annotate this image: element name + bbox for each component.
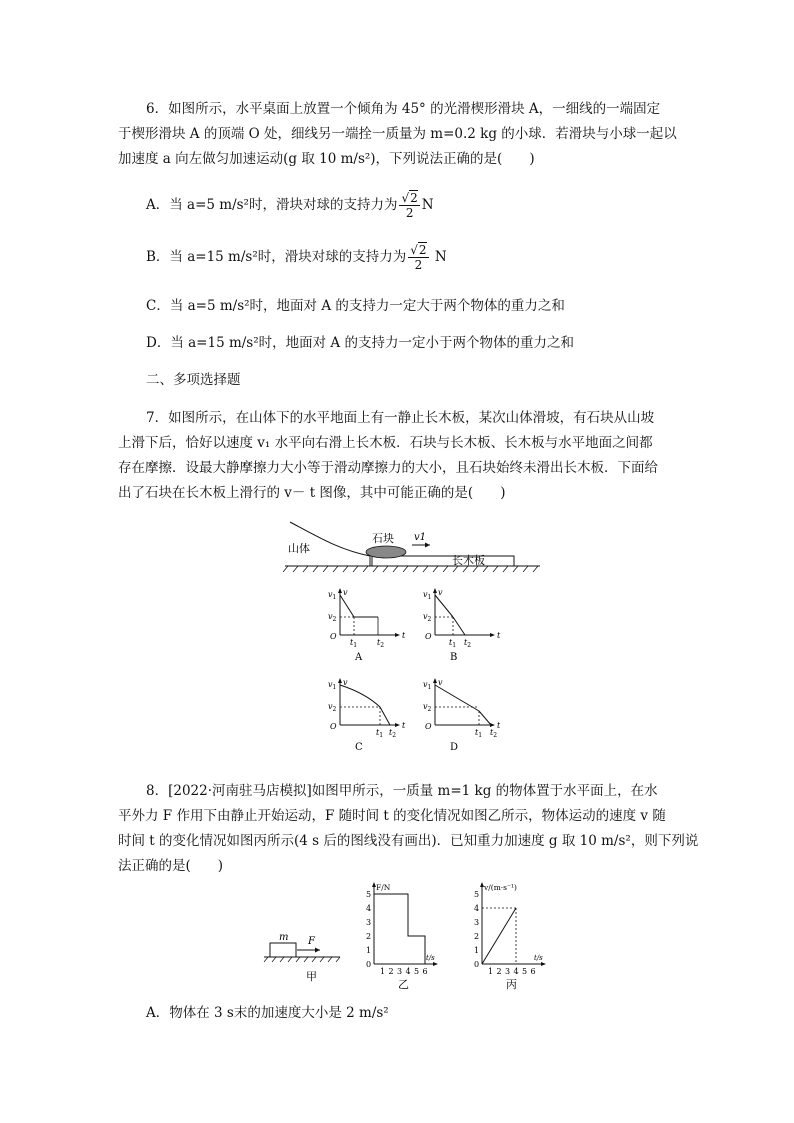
x-tick-label: 3 — [505, 967, 511, 976]
q7-line1: 7．如图所示，在山体下的水平地面上有一静止长木板，某次山体滑坡，有石块从山坡 — [146, 410, 655, 426]
t-axis-arrow — [395, 723, 400, 727]
y-axis-label: v/(m·s⁻¹) — [484, 883, 517, 892]
vt-curve — [340, 685, 390, 725]
y-tick-label: 3 — [366, 918, 372, 927]
t2-tick-label: $t_2$ — [464, 638, 472, 649]
vt-line — [435, 595, 453, 617]
y-tick-label: 2 — [474, 932, 480, 941]
vt-graph-d — [423, 678, 501, 753]
v-axis-arrow — [338, 678, 342, 683]
y-tick-label: 4 — [366, 904, 372, 913]
t-axis-label: t/s — [426, 954, 435, 962]
graph-label-a: A — [355, 652, 363, 663]
x-tick-label: 4 — [513, 967, 519, 976]
y-axis-label: F/N — [376, 883, 391, 892]
graph-yi — [366, 882, 438, 991]
t-axis-arrow — [490, 633, 495, 637]
q8-option-a: A．物体在 3 s末的加速度大小是 2 m/s² — [146, 1005, 389, 1021]
y-tick-label: 0 — [366, 960, 372, 969]
x-tick-label: 2 — [388, 967, 394, 976]
v2-tick-label: $v_2$ — [328, 702, 337, 713]
v-axis-arrow — [433, 678, 437, 683]
sqrt-radicand: 2 — [410, 191, 418, 205]
t-axis-label: t/s — [534, 954, 543, 962]
q6-option-c: C．当 a=5 m/s²时，地面对 A 的支持力一定大于两个物体的重力之和 — [146, 298, 565, 314]
vt-line — [340, 595, 354, 617]
vt-graph-a — [328, 588, 406, 663]
figure-jia — [262, 930, 342, 985]
q6-option-d: D．当 a=15 m/s²时，地面对 A 的支持力一定小于两个物体的重力之和 — [146, 335, 574, 351]
graph-label-b: B — [450, 652, 458, 663]
caption-bing: 丙 — [506, 978, 517, 991]
y-tick-label: 2 — [366, 932, 372, 941]
stone-block — [366, 546, 406, 558]
unit-n: N — [434, 249, 447, 265]
caption-jia: 甲 — [306, 970, 317, 983]
graph-label-d: D — [450, 742, 459, 753]
vt-graph-c — [328, 678, 406, 753]
t-axis-label: t — [402, 721, 406, 730]
y-tick-label: 3 — [474, 918, 480, 927]
q6-option-b-text: B．当 a=15 m/s²时，滑块对球的支持力为 — [146, 249, 407, 265]
x-tick-label: 6 — [530, 967, 536, 976]
t-axis-label: t — [497, 631, 501, 640]
v1-tick-label: $v_1$ — [328, 590, 337, 601]
q7-vt-graphs — [320, 585, 510, 753]
section-heading: 二、多项选择题 — [146, 372, 241, 388]
t-axis-label: t — [402, 631, 406, 640]
x-tick-label: 5 — [414, 967, 420, 976]
v-axis-label: v — [343, 678, 348, 687]
q6-option-a — [146, 190, 434, 220]
q8-line1: 8．[2022·河南驻马店模拟]如图甲所示，一质量 m=1 kg 的物体置于水平面上，在水 — [146, 783, 658, 799]
v-axis-label: v — [438, 588, 443, 597]
graph-label-c: C — [355, 742, 363, 753]
vt-line-2 — [479, 711, 491, 725]
t-axis-arrow — [541, 962, 546, 966]
t2-tick-label: $t_2$ — [377, 638, 385, 649]
q8-line2: 平外力 F 作用下由静止开始运动，F 随时间 t 的变化情况如图乙所示，物体运动的速度 v 随 — [118, 808, 666, 824]
x-tick-label: 6 — [422, 967, 428, 976]
v2-tick-label: $v_2$ — [423, 702, 432, 713]
q6-line2: 于楔形滑块 A 的顶端 O 处，细线另一端拴一质量为 m=0.2 kg 的小球．若滑块与小球一起以 — [118, 126, 677, 142]
fraction-denominator: 2 — [414, 258, 423, 272]
v1-tick-label: $v_1$ — [423, 590, 432, 601]
x-tick-label: 5 — [522, 967, 528, 976]
t1-tick-label: $t_1$ — [376, 728, 384, 739]
q7-line4: 出了石块在长木板上滑行的 v－ t 图像，其中可能正确的是( ) — [118, 485, 506, 501]
t-axis-arrow — [395, 633, 400, 637]
t-axis-label: t — [497, 721, 501, 730]
label-stone: 石块 — [372, 532, 394, 545]
fraction-denominator: 2 — [405, 206, 414, 220]
graph-bing — [474, 882, 546, 991]
t1-tick-label: $t_1$ — [475, 728, 483, 739]
t2-tick-label: $t_2$ — [389, 728, 397, 739]
velocity-line — [482, 908, 516, 964]
fraction-sqrt2-over-2: $\frac{√2}{2}$ — [410, 243, 427, 272]
q6-option-a-text: A．当 a=5 m/s²时，滑块对球的支持力为 — [146, 197, 398, 213]
x-tick-label: 2 — [496, 967, 502, 976]
ground-hatching — [283, 566, 538, 572]
caption-yi: 乙 — [398, 978, 409, 991]
y-tick-label: 1 — [474, 946, 480, 955]
label-F: F — [308, 936, 315, 947]
v-axis-label: v — [438, 678, 443, 687]
label-v1: v1 — [414, 532, 427, 543]
vt-graph-b — [423, 588, 501, 663]
label-board: 长木板 — [452, 554, 485, 567]
label-m: m — [279, 932, 289, 943]
q6-line3: 加速度 a 向左做匀加速运动(g 取 10 m/s²)，下列说法正确的是( ) — [118, 151, 535, 167]
q7-scene-figure — [280, 520, 545, 578]
v1-tick-label: $v_1$ — [423, 680, 432, 691]
y-tick-label: 1 — [366, 946, 372, 955]
q7-line2: 上滑下后，恰好以速度 v₁ 水平向右滑上长木板．石块与长木板、长木板与水平地面之间都 — [118, 435, 653, 451]
label-mountain: 山体 — [288, 542, 310, 555]
y-tick-label: 0 — [474, 960, 480, 969]
vt-line-2 — [453, 617, 465, 635]
t1-tick-label: $t_1$ — [350, 638, 358, 649]
y-tick-label: 5 — [474, 890, 480, 899]
force-curve — [374, 894, 425, 964]
x-tick-label: 1 — [488, 967, 494, 976]
v-axis-arrow — [433, 588, 437, 593]
v-axis-label: v — [343, 588, 348, 597]
v1-tick-label: $v_1$ — [328, 680, 337, 691]
q7-line3: 存在摩擦．设最大静摩擦力大小等于滑动摩擦力的大小，且石块始终未滑出长木板．下面给 — [118, 460, 658, 476]
sqrt-radicand: 2 — [418, 243, 427, 257]
y-tick-label: 4 — [474, 904, 480, 913]
q6-line1: 6．如图所示，水平桌面上放置一个倾角为 45° 的光滑楔形滑块 A，一细线的一端固定 — [146, 101, 661, 117]
t1-tick-label: $t_1$ — [449, 638, 457, 649]
q8-line4: 法正确的是( ) — [118, 858, 224, 874]
x-tick-label: 1 — [380, 967, 386, 976]
q6-option-b — [146, 242, 447, 272]
ground-hatching — [264, 957, 340, 962]
t2-tick-label: $t_2$ — [490, 728, 498, 739]
t-axis-arrow — [433, 962, 438, 966]
x-tick-label: 4 — [405, 967, 411, 976]
fraction-sqrt2-over-2: $\frac{√2}{2}$ — [401, 191, 418, 220]
y-tick-label: 5 — [366, 890, 372, 899]
origin-label: O — [425, 722, 432, 731]
origin-label: O — [330, 632, 337, 641]
origin-label: O — [425, 632, 432, 641]
origin-label: O — [330, 722, 337, 731]
unit-n: N — [421, 197, 434, 213]
q8-graphs — [360, 880, 570, 991]
v-axis-arrow — [338, 588, 342, 593]
q8-line3: 时间 t 的变化情况如图丙所示(4 s 后的图线没有画出)．已知重力加速度 g 取 10 m/s²，则下列说 — [118, 833, 699, 849]
block-m — [270, 943, 296, 957]
v2-tick-label: $v_2$ — [423, 612, 432, 623]
v2-tick-label: $v_2$ — [328, 612, 337, 623]
x-tick-label: 3 — [397, 967, 403, 976]
